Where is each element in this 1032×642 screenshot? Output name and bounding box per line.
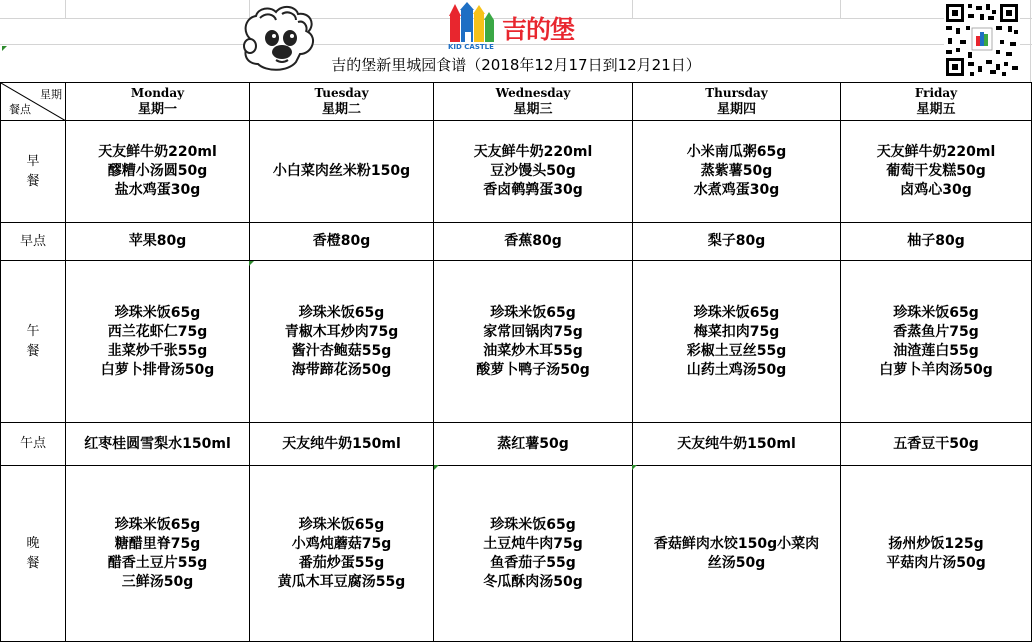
menu-cell [633, 121, 841, 223]
menu-cell [434, 261, 633, 423]
menu-cell [841, 423, 1032, 466]
dish-line: 醪糟小汤圆50g [107, 163, 208, 179]
dish-line: 白萝卜羊肉汤50g [879, 361, 993, 378]
dish-line: 珍珠米饭65g [298, 516, 385, 533]
dish-line: 珍珠米饭65g [693, 304, 780, 321]
meal-name-char: 餐 [26, 343, 40, 359]
dish-line: 青椒木耳炒肉75g [284, 323, 399, 340]
dish-line: 天友鲜牛奶220ml [473, 144, 593, 160]
menu-cell [841, 261, 1032, 423]
corner-week-label: 星期 [40, 88, 62, 101]
menu-cell [434, 466, 633, 642]
dish-line: 土豆炖牛肉75g [483, 535, 583, 552]
day-header [66, 83, 250, 121]
menu-cell [250, 121, 434, 223]
meal-name-char: 午 [26, 323, 40, 339]
table-header-row [1, 83, 1032, 121]
dish-line: 柚子80g [907, 233, 965, 249]
day-english: Friday [914, 85, 958, 100]
dish-line: 豆沙馒头50g [490, 163, 576, 179]
menu-cell [66, 223, 250, 261]
dish-line: 山药土鸡汤50g [686, 361, 787, 378]
dish-line: 珍珠米饭65g [490, 304, 576, 321]
dish-line: 韭菜炒千张55g [107, 342, 208, 359]
day-chinese: 星期二 [321, 101, 361, 117]
dish-line: 红枣桂圆雪梨水150ml [84, 435, 231, 452]
day-header [633, 83, 841, 121]
meal-name-char: 餐 [26, 173, 40, 189]
corner-meal-label: 餐点 [9, 103, 31, 116]
dish-line: 扬州炒饭125g [888, 535, 984, 552]
dish-line: 香卤鹌鹑蛋30g [483, 182, 583, 198]
menu-cell [434, 423, 633, 466]
dish-line: 平菇肉片汤50g [886, 554, 986, 571]
dish-line: 天友纯牛奶150ml [282, 435, 401, 452]
dish-line: 油菜炒木耳55g [483, 342, 583, 359]
day-chinese: 星期三 [513, 101, 553, 117]
dish-line: 香菇鲜肉水饺150g小菜肉丝汤50g [653, 535, 820, 571]
menu-cell [66, 466, 250, 642]
dish-line: 醋香土豆片55g [107, 554, 208, 571]
dish-line: 梨子80g [707, 233, 766, 249]
menu-cell [250, 466, 434, 642]
meal-row-morning-snack [1, 223, 1032, 261]
meal-row-lunch [1, 261, 1032, 423]
menu-cell [841, 223, 1032, 261]
dish-line: 香蕉80g [504, 233, 562, 249]
meal-row-afternoon-snack [1, 423, 1032, 466]
meal-name: 早点 [19, 233, 46, 249]
dish-line: 香蒸鱼片75g [893, 323, 979, 340]
menu-cell [434, 121, 633, 223]
dish-line: 油渣莲白55g [893, 342, 979, 359]
cell-marker [2, 46, 7, 51]
day-header [250, 83, 434, 121]
dish-line: 三鲜汤50g [121, 573, 194, 590]
day-english: Thursday [705, 85, 768, 100]
dish-line: 蒸紫薯50g [700, 163, 773, 179]
dish-line: 小米南瓜粥65g [686, 144, 787, 160]
dish-line: 珍珠米饭65g [114, 516, 201, 533]
day-english: Wednesday [495, 85, 571, 100]
meal-name-cell [1, 223, 66, 261]
menu-cell [250, 261, 434, 423]
cell-marker [249, 261, 254, 266]
meal-name: 午点 [19, 436, 46, 451]
dish-line: 小鸡炖蘑菇75g [291, 535, 392, 552]
menu-cell [633, 261, 841, 423]
cell-marker [434, 465, 439, 470]
dish-line: 梅菜扣肉75g [693, 323, 780, 340]
meal-name-cell [1, 261, 66, 423]
day-header [434, 83, 633, 121]
menu-cell [66, 121, 250, 223]
dish-line: 珍珠米饭65g [298, 304, 385, 321]
dish-line: 糖醋里脊75g [114, 535, 201, 552]
day-chinese: 星期一 [137, 101, 177, 117]
page-title: 吉的堡新里城园食谱（2018年12月17日到12月21日） [331, 56, 701, 74]
day-chinese: 星期四 [716, 101, 756, 117]
dish-line: 酸萝卜鸭子汤50g [476, 361, 590, 378]
corner-cell [1, 83, 66, 121]
menu-cell [250, 423, 434, 466]
dish-line: 西兰花虾仁75g [107, 323, 208, 340]
dish-line: 五香豆干50g [893, 435, 979, 452]
dish-line: 蒸红薯50g [497, 435, 569, 452]
meal-row-dinner [1, 466, 1032, 642]
menu-table [0, 82, 1032, 642]
brand-logo [448, 2, 574, 52]
dish-line: 水煮鸡蛋30g [693, 182, 780, 198]
menu-cell [434, 223, 633, 261]
brand-subtitle: KID CASTLE [448, 43, 494, 51]
day-chinese: 星期五 [916, 101, 956, 117]
menu-cell [66, 423, 250, 466]
dish-line: 家常回锅肉75g [483, 323, 583, 340]
dish-line: 番茄炒蛋55g [298, 554, 385, 571]
meal-name-char: 餐 [26, 555, 40, 571]
menu-cell [66, 261, 250, 423]
menu-cell [633, 423, 841, 466]
day-header [841, 83, 1032, 121]
day-english: Tuesday [314, 85, 369, 100]
menu-cell [633, 223, 841, 261]
meal-name-char: 早 [26, 153, 40, 169]
dish-line: 鱼香茄子55g [490, 554, 576, 571]
meal-name-char: 晚 [26, 535, 40, 551]
dish-line: 小白菜肉丝米粉150g [272, 163, 411, 179]
meal-name-cell [1, 466, 66, 642]
menu-cell [633, 466, 841, 642]
cell-marker [632, 465, 637, 470]
dish-line: 天友鲜牛奶220ml [876, 144, 996, 160]
page-header [0, 0, 1032, 82]
dish-line: 盐水鸡蛋30g [114, 182, 201, 198]
meal-name-cell [1, 423, 66, 466]
dish-line: 葡萄干发糕50g [886, 163, 986, 179]
day-english: Monday [130, 85, 185, 100]
dish-line: 天友纯牛奶150ml [677, 435, 796, 452]
brand-name: 吉的堡 [502, 15, 575, 44]
dish-line: 冬瓜酥肉汤50g [483, 573, 583, 590]
dish-line: 苹果80g [128, 233, 187, 249]
dish-line: 黄瓜木耳豆腐汤55g [277, 573, 406, 590]
menu-cell [841, 121, 1032, 223]
dish-line: 香橙80g [312, 233, 371, 249]
meal-name-cell [1, 121, 66, 223]
meal-row-breakfast [1, 121, 1032, 223]
dish-line: 白萝卜排骨汤50g [100, 361, 215, 378]
dish-line: 卤鸡心30g [900, 182, 972, 198]
dish-line: 彩椒土豆丝55g [686, 342, 787, 359]
menu-cell [250, 223, 434, 261]
dish-line: 珍珠米饭65g [893, 304, 979, 321]
dish-line: 天友鲜牛奶220ml [98, 144, 217, 160]
dish-line: 酱汁杏鲍菇55g [291, 342, 392, 359]
dish-line: 珍珠米饭65g [490, 516, 576, 533]
dish-line: 海带蹄花汤50g [291, 361, 392, 378]
menu-cell [841, 466, 1032, 642]
castle-logo-icon [448, 2, 496, 52]
dish-line: 珍珠米饭65g [114, 304, 201, 321]
